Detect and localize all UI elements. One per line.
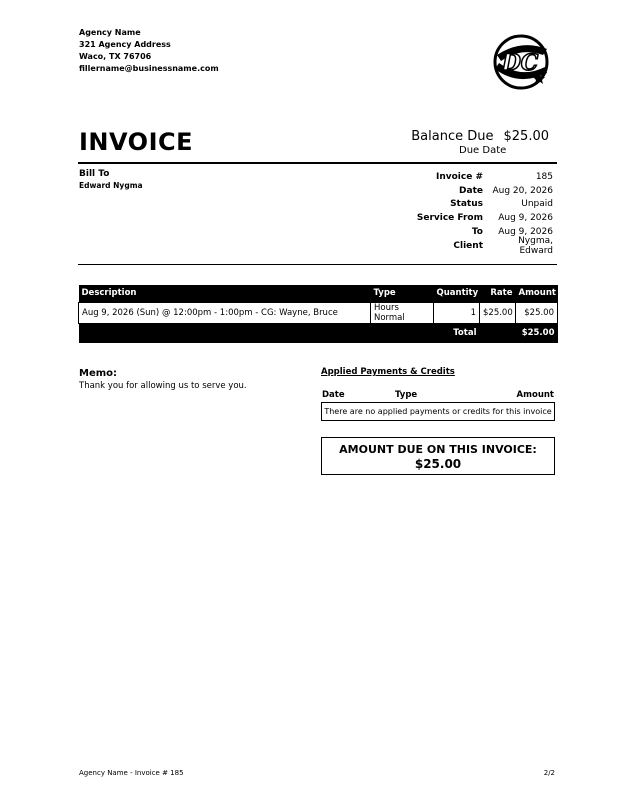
balance-due-amount: $25.00 [503, 129, 549, 144]
applied-col-type: Type [395, 390, 418, 400]
table-header-row [79, 285, 558, 302]
memo-label: Memo: [79, 368, 118, 379]
meta-key: Client [453, 240, 483, 251]
col-amount: Amount [516, 285, 558, 302]
item-amount: $25.00 [516, 302, 558, 323]
meta-row [393, 170, 553, 184]
invoice-meta [393, 170, 553, 256]
agency-name: Agency Name [79, 28, 141, 37]
meta-key: Status [450, 199, 483, 210]
agency-city: Waco, TX 76706 [79, 52, 152, 61]
footer-left: Agency Name - Invoice # 185 [79, 769, 184, 777]
agency-info [79, 27, 219, 75]
total-label: Total [434, 323, 480, 343]
meta-row [393, 184, 553, 198]
col-description: Description [79, 285, 371, 302]
applied-payments-empty: There are no applied payments or credits for this invoice [321, 402, 555, 421]
meta-value: Aug 9, 2026 [498, 227, 553, 238]
meta-value: Nygma, Edward [518, 235, 553, 256]
agency-address: 321 Agency Address [79, 40, 171, 49]
balance-due [411, 129, 549, 144]
due-date-label: Due Date [459, 145, 507, 156]
memo-text: Thank you for allowing us to serve you. [79, 381, 247, 391]
bill-to-name: Edward Nygma [79, 181, 143, 190]
bill-to [79, 168, 143, 192]
meta-key: Date [459, 185, 483, 196]
logo-text: DC [501, 50, 539, 76]
amount-due-value: $25.00 [414, 457, 462, 471]
item-rate: $25.00 [480, 302, 516, 323]
agency-email: fillername@businessname.com [79, 64, 219, 73]
meta-key: Invoice # [435, 171, 483, 182]
meta-value: 185 [535, 171, 553, 182]
memo [79, 367, 247, 392]
page-number: 2/2 [543, 769, 555, 777]
dc-logo [491, 33, 551, 91]
balance-due-label: Balance Due [411, 129, 494, 144]
meta-value: Aug 9, 2026 [498, 213, 553, 224]
col-rate: Rate [480, 285, 516, 302]
total-amount: $25.00 [516, 323, 558, 343]
total-row [79, 323, 558, 343]
item-type: Hours Normal [371, 302, 434, 323]
meta-key: To [471, 227, 483, 238]
amount-due-box [321, 437, 555, 475]
meta-row [393, 211, 553, 225]
item-description: Aug 9, 2026 (Sun) @ 12:00pm - 1:00pm - CG: Wayne, Bruce [79, 302, 371, 323]
line-items-table [78, 285, 558, 343]
section-divider [78, 264, 557, 265]
col-quantity: Quantity [434, 285, 480, 302]
header-divider [78, 162, 557, 164]
table-row [79, 302, 558, 323]
col-type: Type [371, 285, 434, 302]
applied-col-date: Date [322, 390, 345, 400]
meta-key: Service From [416, 213, 483, 224]
applied-payments-title: Applied Payments & Credits [321, 367, 455, 377]
meta-value: Aug 20, 2026 [492, 185, 553, 196]
bill-to-label: Bill To [79, 169, 110, 179]
item-quantity: 1 [434, 302, 480, 323]
meta-row [393, 235, 553, 256]
amount-due-label: AMOUNT DUE ON THIS INVOICE: [339, 443, 537, 456]
invoice-title: INVOICE [79, 128, 194, 156]
applied-payments-header [321, 390, 555, 401]
applied-col-amount: Amount [516, 390, 554, 400]
meta-row [393, 198, 553, 212]
meta-value: Unpaid [521, 199, 553, 210]
